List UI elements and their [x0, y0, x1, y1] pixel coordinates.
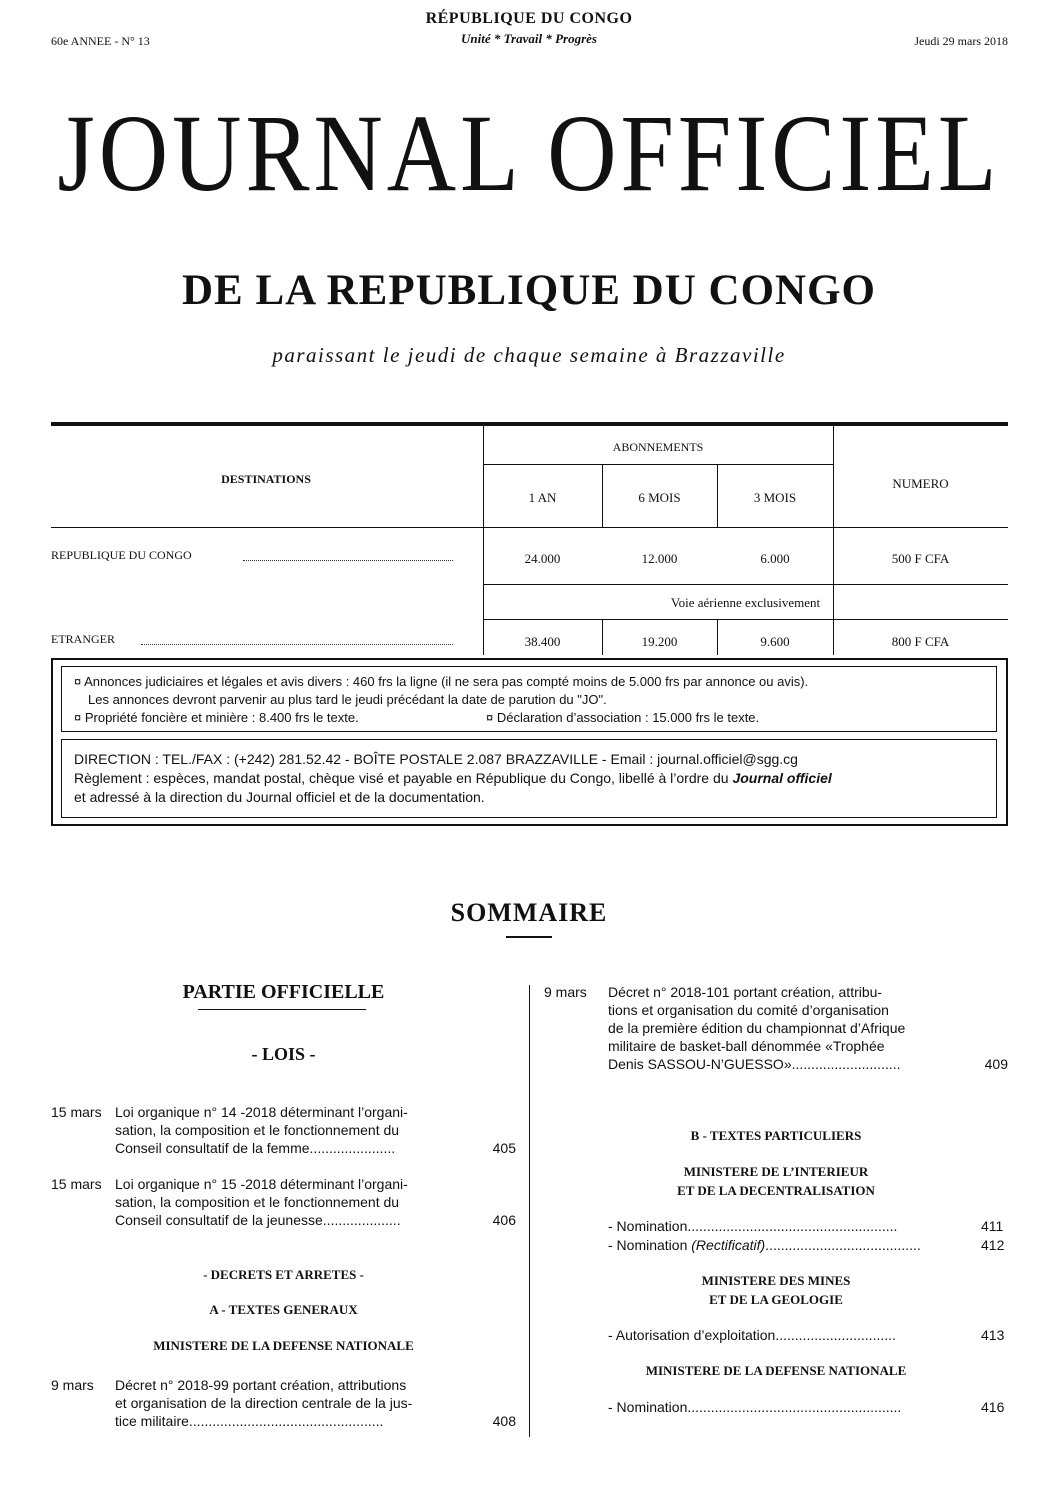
notice-line-1: ¤ Annonces judiciaires et légales et avis divers : 460 frs la ligne (il ne sera pas compté moins de 5.000 frs par annonce ou avis). [74, 674, 809, 689]
direction-line-3: et adressé à la direction du Journal officiel et de la documentation. [74, 789, 485, 805]
nomination-416: - Nomination....................................................... [608, 1399, 902, 1415]
col-numero: NUMERO [892, 476, 949, 491]
col-6mois: 6 MOIS [638, 490, 681, 505]
notice-line-2: Les annonces devront parvenir au plus tard le jeudi précédant la date de parution du "JO". [88, 692, 607, 707]
edition-number: 60e ANNEE - N° 13 [51, 34, 150, 48]
partie-officielle: PARTIE OFFICIELLE [182, 981, 385, 1003]
masthead-subtitle: DE LA REPUBLIQUE DU CONGO [182, 267, 876, 314]
issue-date: Jeudi 29 mars 2018 [914, 34, 1008, 48]
ministry-mines-heading-1: MINISTERE DES MINES [701, 1273, 851, 1288]
ministry-mines-heading-2: ET DE LA GEOLOGIE [709, 1292, 843, 1307]
subscription-table [51, 422, 1008, 655]
rate-etranger-1an: 38.400 [524, 634, 561, 649]
partie-rule [198, 1009, 366, 1010]
summary-entry-decret-101: 9 mars Décret n° 2018-101 portant création, attribu- tions et organisation du comité d’organisation de la première édition du championnat d’Afrique militaire de basket-ball dénommée «Trophée Denis SASSOU-N’GUESSO»............................ 409 [544, 984, 1008, 1072]
rate-congo-numero: 500 F CFA [891, 551, 950, 566]
direction-line-1: DIRECTION : TEL./FAX : (+242) 281.52.42 - BOÎTE POSTALE 2.087 BRAZZAVILLE - Email : journal.officiel@sgg.cg [74, 751, 798, 767]
summary-entry-loi-14: 15 mars Loi organique n° 14 -2018 déterminant l’organi- sation, la composition et le fonctionnement du Conseil consultatif de la femme...................... 405 [51, 1104, 516, 1156]
rate-congo-3mois: 6.000 [760, 551, 790, 566]
nomination-rectificatif: - Nomination (Rectificatif)........................................ [608, 1237, 921, 1253]
voie-aerienne: Voie aérienne exclusivement [670, 595, 821, 610]
page-412: 412 [981, 1237, 1005, 1253]
lois-heading: - LOIS - [251, 1044, 316, 1064]
summary-entry-loi-15: 15 mars Loi organique n° 15 -2018 déterminant l’organi- sation, la composition et le fonctionnement du Conseil consultatif de la jeunesse.................... 406 [51, 1176, 516, 1228]
decrets-heading: - DECRETS ET ARRETES - [203, 1267, 364, 1282]
rate-congo-1an: 24.000 [524, 551, 561, 566]
textes-generaux-heading: A - TEXTES GENERAUX [209, 1302, 358, 1317]
ministry-defense-heading-2: MINISTERE DE LA DEFENSE NATIONALE [645, 1363, 907, 1378]
summary-title: SOMMAIRE [450, 898, 608, 927]
nomination-411: - Nomination...................................................... [608, 1218, 898, 1234]
national-motto: Unité * Travail * Progrès [460, 31, 597, 46]
col-1an: 1 AN [528, 490, 557, 505]
rate-etranger-numero: 800 F CFA [891, 634, 950, 649]
tagline: paraissant le jeudi de chaque semaine à Brazzaville [272, 343, 786, 367]
page-411: 411 [981, 1218, 1004, 1234]
summary-entry-decret-99: 9 mars Décret n° 2018-99 portant création, attributions et organisation de la direction centrale de la jus- tice militaire.................................................. 408 [51, 1377, 516, 1429]
page-413: 413 [981, 1327, 1005, 1343]
leader-dots [243, 560, 453, 561]
ministry-interior-heading-2: ET DE LA DECENTRALISATION [677, 1183, 875, 1198]
col-3mois: 3 MOIS [753, 490, 797, 505]
dest-etranger: ETRANGER [51, 632, 115, 646]
leader-dots [141, 644, 453, 645]
ministry-defense-heading: MINISTERE DE LA DEFENSE NATIONALE [153, 1338, 414, 1353]
col-abonnements: ABONNEMENTS [612, 440, 704, 454]
rate-etranger-6mois: 19.200 [641, 634, 678, 649]
rate-congo-6mois: 12.000 [641, 551, 678, 566]
notice-line-3a: ¤ Propriété foncière et minière : 8.400 frs le texte. [74, 710, 359, 725]
notice-line-3b: ¤ Déclaration d’association : 15.000 frs le texte. [486, 710, 760, 725]
col-destinations: DESTINATIONS [221, 472, 311, 486]
page-416: 416 [981, 1399, 1005, 1415]
autorisation-exploitation: - Autorisation d’exploitation............................... [608, 1327, 896, 1343]
textes-particuliers-heading: B - TEXTES PARTICULIERS [690, 1128, 862, 1143]
direction-line-2: Règlement : espèces, mandat postal, chèque visé et payable en République du Congo, libellé à l’ordre du Journal officiel [74, 770, 832, 786]
masthead-title: JOURNAL OFFICIEL [57, 91, 1001, 215]
ministry-interior-heading-1: MINISTERE DE L’INTERIEUR [683, 1164, 869, 1179]
column-divider [529, 985, 530, 1437]
summary-rule [506, 936, 552, 938]
republic-heading: RÉPUBLIQUE DU CONGO [425, 10, 633, 27]
dest-congo: REPUBLIQUE DU CONGO [51, 548, 192, 562]
rate-etranger-3mois: 9.600 [760, 634, 790, 649]
